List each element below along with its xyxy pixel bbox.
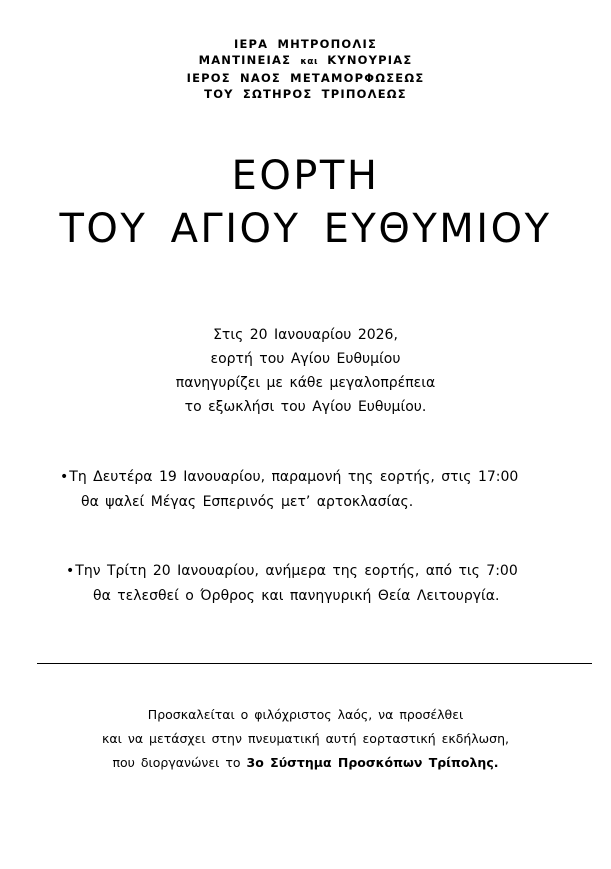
schedule-item-line: Την Τρίτη 20 Ιανουαρίου, ανήμερα της εορτής, από τις 7:00 <box>75 563 518 579</box>
schedule-item-vespers <box>60 465 518 515</box>
intro-line-1: Στις 20 Ιανουαρίου 2026, <box>213 327 398 343</box>
divider-line <box>37 663 592 664</box>
organizer-name: 3ο Σύστημα Προσκόπων Τρίπολης. <box>246 755 499 770</box>
invitation-line-2: και να μετάσχει στην πνευματική αυτή εορταστική εκδήλωση, <box>102 731 509 746</box>
schedule-item-line: θα τελεσθεί ο Όρθρος και πανηγυρική Θεία Λειτουργία. <box>93 588 500 604</box>
schedule-item-line: Τη Δευτέρα 19 Ιανουαρίου, παραμονή της εορτής, στις 17:00 <box>69 469 519 485</box>
schedule-item-line: θα ψαλεί Μέγας Εσπερινός μετ’ αρτοκλασίας. <box>81 494 414 510</box>
intro-line-2: εορτή του Αγίου Ευθυμίου <box>210 351 401 367</box>
invitation-line-1: Προσκαλείται ο φιλόχριστος λαός, να προσέλθει <box>147 707 464 722</box>
church-location-line: ΤΟΥ ΣΩΤΗΡΟΣ ΤΡΙΠΟΛΕΩΣ <box>204 87 407 101</box>
intro-line-4: το εξωκλήσι του Αγίου Ευθυμίου. <box>184 399 427 415</box>
metropolis-line: ΙΕΡΑ ΜΗΤΡΟΠΟΛΙΣ <box>233 37 378 51</box>
invitation-paragraph <box>0 703 611 775</box>
intro-paragraph <box>0 323 611 419</box>
intro-line-3: πανηγυρίζει με κάθε μεγαλοπρέπεια <box>175 375 436 391</box>
title-saint: ΤΟΥ ΑΓΙΟΥ ΕΥΘΥΜΙΟΥ <box>59 206 552 252</box>
bullet-icon: • <box>60 469 69 485</box>
bullet-icon: • <box>66 563 75 579</box>
diocese-part1: ΜΑΝΤΙΝΕΙΑΣ <box>198 53 292 67</box>
schedule-item-liturgy <box>66 559 518 609</box>
organizer-prefix: που διοργανώνει το <box>112 755 241 770</box>
diocese-part2: ΚΥΝΟΥΡΙΑΣ <box>327 53 413 67</box>
invitation-line-3 <box>0 751 611 775</box>
church-name-line: ΙΕΡΟΣ ΝΑΟΣ ΜΕΤΑΜΟΡΦΩΣΕΩΣ <box>186 71 425 85</box>
church-header <box>0 36 611 102</box>
diocese-line <box>0 52 611 70</box>
diocese-and: και <box>300 57 318 67</box>
title-feast: ΕΟΡΤΗ <box>231 153 380 199</box>
